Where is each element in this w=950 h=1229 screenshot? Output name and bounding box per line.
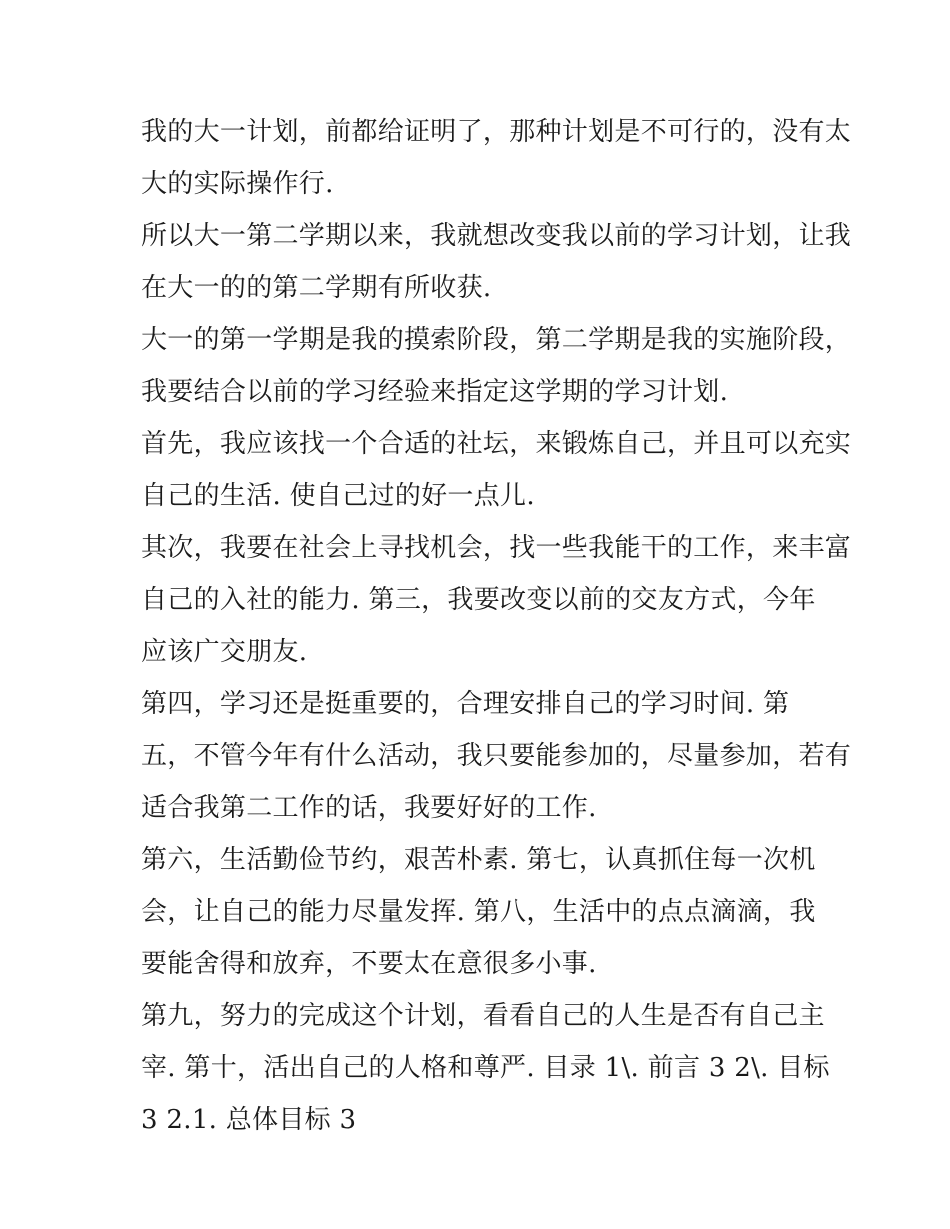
text-line: 第四，学习还是挺重要的，合理安排自己的学习时间. 第 <box>141 689 790 719</box>
text-line: 应该广交朋友. <box>141 637 308 667</box>
text-line: 我的大一计划，前都给证明了，那种计划是不可行的，没有太 <box>141 117 852 147</box>
text-line: 适合我第二工作的话，我要好好的工作. <box>141 793 597 823</box>
text-line: 要能舍得和放弃，不要太在意很多小事. <box>141 949 597 979</box>
text-line: 首先，我应该找一个合适的社坛，来锻炼自己，并且可以充实 <box>141 429 852 459</box>
text-line: 在大一的的第二学期有所收获. <box>141 273 492 303</box>
document-body <box>141 106 852 1146</box>
text-line: 所以大一第二学期以来，我就想改变我以前的学习计划，让我 <box>141 221 852 251</box>
text-line: 第六，生活勤俭节约，艰苦朴素. 第七，认真抓住每一次机 <box>141 845 816 875</box>
text-line: 第九，努力的完成这个计划，看看自己的人生是否有自己主 <box>141 1001 825 1031</box>
text-line: 大一的第一学期是我的摸索阶段，第二学期是我的实施阶段， <box>141 325 852 355</box>
text-line: 我要结合以前的学习经验来指定这学期的学习计划. <box>141 377 729 407</box>
text-line: 会，让自己的能力尽量发挥. 第八，生活中的点点滴滴，我 <box>141 897 816 927</box>
text-line: 自己的生活. 使自己过的好一点儿. <box>141 481 535 511</box>
text-line: 3 2.1. 总体目标 3 <box>141 1105 357 1135</box>
text-line: 自己的入社的能力. 第三，我要改变以前的交友方式，今年 <box>141 585 816 615</box>
text-line: 大的实际操作行. <box>141 169 334 199</box>
text-line: 五，不管今年有什么活动，我只要能参加的，尽量参加，若有 <box>141 741 852 771</box>
text-line: 其次，我要在社会上寻找机会，找一些我能干的工作，来丰富 <box>141 533 852 563</box>
text-line: 宰. 第十，活出自己的人格和尊严. 目录 1\. 前言 3 2\. 目标 <box>141 1053 830 1083</box>
